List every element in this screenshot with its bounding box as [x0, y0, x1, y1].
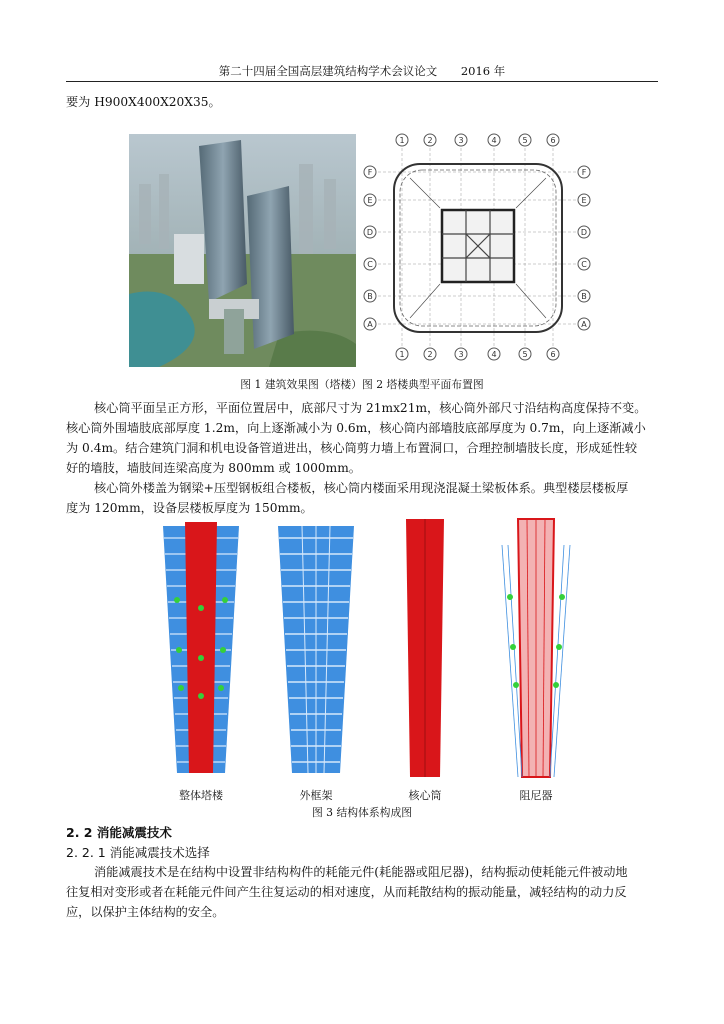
label-whole-tower: 整体塔楼 [179, 789, 223, 802]
core-tube-model [400, 515, 450, 780]
label-outer-frame: 外框架 [299, 789, 333, 802]
para2-line1: 核心筒外楼盖为钢梁+压型钢板组合楼板，核心筒内楼面采用现浇混凝土梁板体系。典型楼层楼板厚 [94, 481, 629, 495]
svg-text:3: 3 [458, 136, 464, 145]
svg-text:F: F [367, 168, 373, 177]
building-rendering-image [129, 134, 356, 367]
figure-1-2-caption: 图 1 建筑效果图（塔楼）图 2 塔楼典型平面布置图 [240, 378, 484, 391]
svg-text:D: D [366, 228, 374, 237]
svg-text:6: 6 [550, 350, 556, 359]
para3-line3: 应，以保护主体结构的安全。 [66, 905, 225, 919]
plan-axis-bottom [396, 348, 559, 360]
para1-line2: 核心筒外围墙肢底部厚度 1.2m，向上逐渐减小为 0.6m，核心筒内部墙肢底部厚度为 0.7m，向上逐渐减小 [66, 421, 646, 435]
svg-text:E: E [581, 196, 587, 205]
plan-axis-top [396, 134, 559, 146]
section-heading: 2. 2 消能减震技术 [66, 825, 172, 840]
svg-text:B: B [367, 292, 373, 301]
svg-text:5: 5 [522, 136, 528, 145]
para2-line2: 度为 120mm，设备层楼板厚度为 150mm。 [66, 501, 313, 515]
conference-year: 2016 年 [460, 64, 506, 78]
svg-text:3: 3 [458, 350, 464, 359]
svg-text:C: C [367, 260, 373, 269]
page-header [66, 63, 658, 82]
svg-text:6: 6 [550, 136, 556, 145]
typical-floor-plan [362, 128, 596, 368]
para1-line1: 核心筒平面呈正方形，平面位置居中，底部尺寸为 21mx21m，核心筒外部尺寸沿结构高度保持不变。 [94, 401, 647, 415]
svg-text:5: 5 [522, 350, 528, 359]
plan-axis-left [364, 166, 376, 330]
damper-model [496, 515, 576, 780]
svg-text:1: 1 [399, 350, 405, 359]
para3-line2: 往复相对变形或者在耗能元件间产生往复运动的相对速度，从而耗散结构的振动能量，减轻结构的动力反 [66, 885, 627, 899]
svg-text:C: C [581, 260, 587, 269]
svg-text:1: 1 [399, 136, 405, 145]
svg-text:D: D [580, 228, 588, 237]
intro-line: 要为 H900X400X20X35。 [66, 95, 221, 109]
svg-text:B: B [581, 292, 587, 301]
svg-text:A: A [367, 320, 373, 329]
svg-text:F: F [581, 168, 587, 177]
conference-title: 第二十四届全国高层建筑结构学术会议论文 [218, 64, 438, 78]
figure-3-caption: 图 3 结构体系构成图 [311, 806, 413, 819]
svg-text:E: E [367, 196, 373, 205]
svg-text:4: 4 [491, 350, 497, 359]
subsection-heading: 2. 2. 1 消能减震技术选择 [66, 845, 210, 860]
svg-text:A: A [581, 320, 587, 329]
para1-line4: 好的墙肢，墙肢间连梁高度为 800mm 或 1000mm。 [66, 461, 361, 475]
svg-text:2: 2 [427, 136, 433, 145]
outer-frame-model [270, 518, 362, 778]
para1-line3: 为 0.4m。结合建筑门洞和机电设备管道进出，核心筒剪力墙上布置洞口，合理控制墙肢长度，形成延性较 [66, 441, 638, 455]
plan-axis-right [578, 166, 590, 330]
label-core-tube: 核心筒 [408, 789, 442, 802]
para3-line1: 消能减震技术是在结构中设置非结构构件的耗能元件(耗能器或阻尼器)，结构振动使耗能元件被动地 [94, 865, 628, 879]
svg-text:4: 4 [491, 136, 497, 145]
whole-tower-model [155, 518, 247, 778]
svg-text:2: 2 [427, 350, 433, 359]
label-damper: 阻尼器 [519, 789, 553, 802]
